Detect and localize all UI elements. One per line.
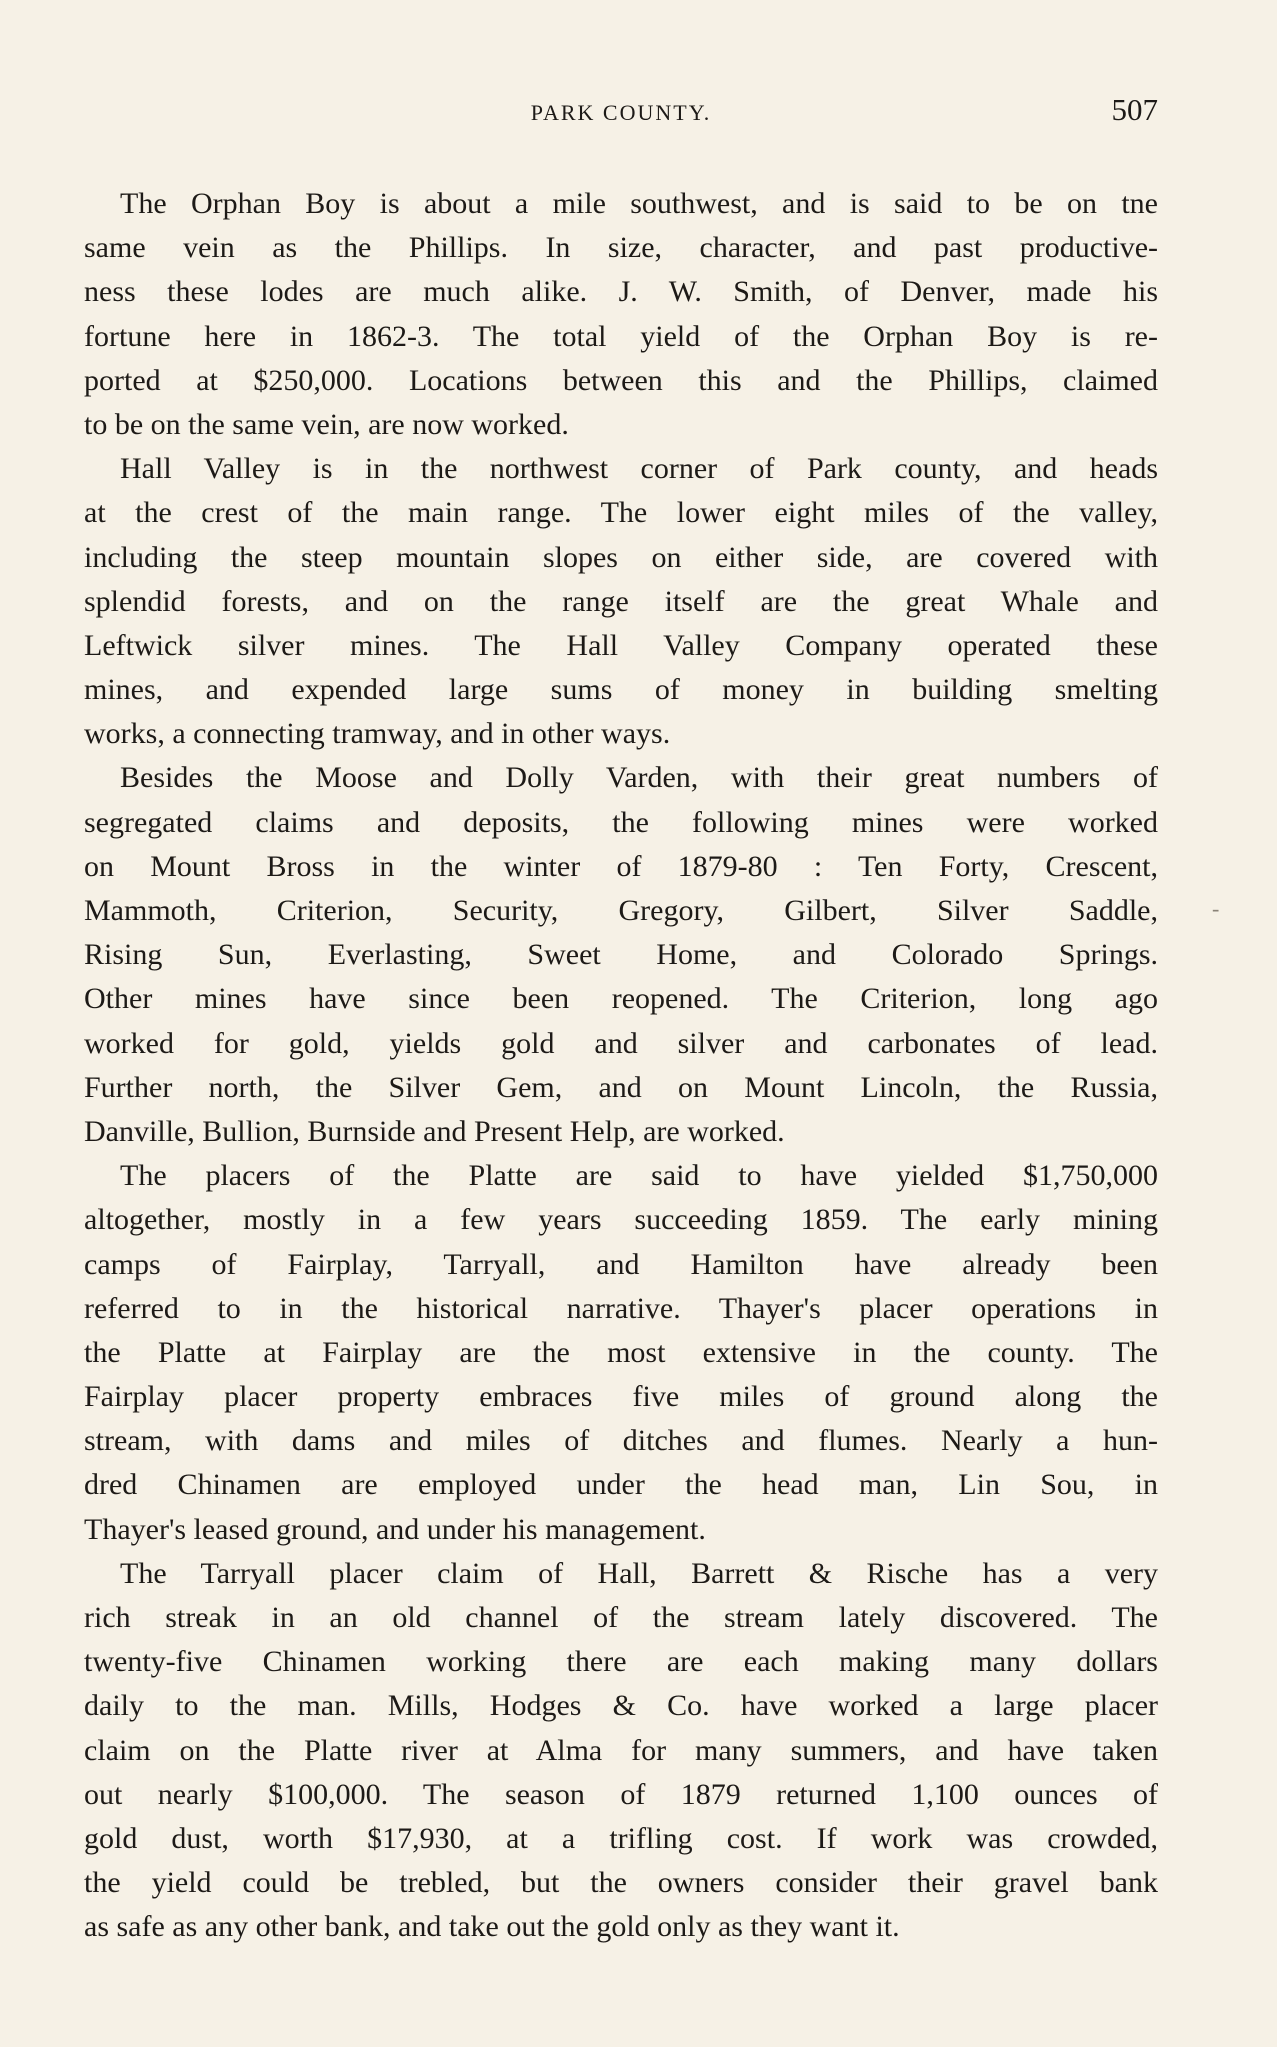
text-line: ness these lodes are much alike. J. W. Smith, of Denver, made his xyxy=(84,275,1158,309)
text-line: to be on the same vein, are now worked. xyxy=(84,407,569,441)
text-line: Other mines have since been reopened. The Criterion, long ago xyxy=(84,982,1158,1016)
text-line: the Platte at Fairplay are the most extensive in the county. The xyxy=(84,1335,1158,1369)
text-line: daily to the man. Mills, Hodges & Co. have worked a large placer xyxy=(84,1689,1158,1723)
text-line: mines, and expended large sums of money in building smelting xyxy=(84,673,1158,707)
text-line: same vein as the Phillips. In size, character, and past productive- xyxy=(84,231,1158,265)
text-line: Further north, the Silver Gem, and on Mount Lincoln, the Russia, xyxy=(84,1070,1158,1104)
text-line: segregated claims and deposits, the following mines were worked xyxy=(84,805,1158,839)
text-line: stream, with dams and miles of ditches and flumes. Nearly a hun- xyxy=(84,1424,1158,1458)
text-line: dred Chinamen are employed under the head man, Lin Sou, in xyxy=(84,1468,1158,1502)
text-line: The Tarryall placer claim of Hall, Barrett & Rische has a very xyxy=(120,1556,1158,1590)
text-line: on Mount Bross in the winter of 1879-80 : Ten Forty, Crescent, xyxy=(84,849,1158,883)
text-line: camps of Fairplay, Tarryall, and Hamilton have already been xyxy=(84,1247,1158,1281)
paragraph xyxy=(84,756,1158,1154)
running-head xyxy=(84,92,1158,132)
running-title: PARK COUNTY. xyxy=(530,100,712,125)
text-line: works, a connecting tramway, and in other ways. xyxy=(84,717,671,751)
text-line: worked for gold, yields gold and silver and carbonates of lead. xyxy=(84,1026,1158,1060)
text-line: Leftwick silver mines. The Hall Valley Company operated these xyxy=(84,628,1158,662)
text-line: Danville, Bullion, Burnside and Present Help, are worked. xyxy=(84,1114,785,1148)
text-line: Hall Valley is in the northwest corner of Park county, and heads xyxy=(120,452,1158,486)
text-line: Fairplay placer property embraces five miles of ground along the xyxy=(84,1380,1158,1414)
text-line: fortune here in 1862-3. The total yield of the Orphan Boy is re- xyxy=(84,319,1158,353)
text-line: The Orphan Boy is about a mile southwest, and is said to be on tne xyxy=(120,187,1158,220)
text-line: The placers of the Platte are said to have yielded $1,750,000 xyxy=(120,1159,1158,1193)
text-line: Thayer's leased ground, and under his management. xyxy=(84,1512,706,1546)
text-line: as safe as any other bank, and take out the gold only as they want it. xyxy=(84,1910,900,1944)
text-line: Rising Sun, Everlasting, Sweet Home, and Colorado Springs. xyxy=(84,938,1158,972)
paragraph xyxy=(84,182,1158,447)
body-text xyxy=(84,182,1158,1950)
text-line: at the crest of the main range. The lower eight miles of the valley, xyxy=(84,496,1158,530)
page-number: 507 xyxy=(1111,92,1158,127)
text-line: Besides the Moose and Dolly Varden, with their great numbers of xyxy=(120,761,1158,795)
text-line: twenty-five Chinamen working there are each making many dollars xyxy=(84,1645,1158,1679)
text-line: altogether, mostly in a few years succeeding 1859. The early mining xyxy=(84,1203,1158,1237)
text-line: rich streak in an old channel of the stream lately discovered. The xyxy=(84,1601,1158,1634)
text-line: out nearly $100,000. The season of 1879 returned 1,100 ounces of xyxy=(84,1777,1158,1811)
text-line: splendid forests, and on the range itself are the great Whale and xyxy=(84,584,1158,618)
text-line: including the steep mountain slopes on either side, are covered with xyxy=(84,540,1158,574)
text-line: the yield could be trebled, but the owners consider their gravel bank xyxy=(84,1866,1158,1900)
paragraph xyxy=(84,1154,1158,1552)
text-line: Mammoth, Criterion, Security, Gregory, Gilbert, Silver Saddle, xyxy=(84,894,1158,927)
text-line: claim on the Platte river at Alma for many summers, and have taken xyxy=(84,1733,1158,1767)
paragraph xyxy=(84,447,1158,756)
text-line: gold dust, worth $17,930, at a trifling cost. If work was crowded, xyxy=(84,1821,1158,1855)
paragraph xyxy=(84,1552,1158,1950)
margin-mark: - xyxy=(1212,896,1220,921)
text-line: referred to in the historical narrative. Thayer's placer operations in xyxy=(84,1291,1158,1325)
text-line: ported at $250,000. Locations between this and the Phillips, claimed xyxy=(84,363,1158,397)
